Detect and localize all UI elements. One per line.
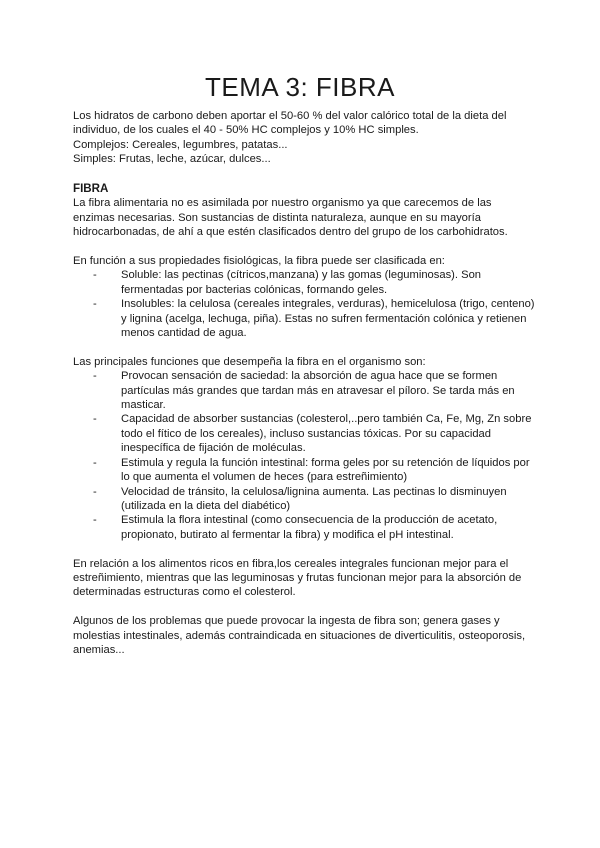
list-item: - Estimula la flora intestinal (como consecuencia de la producción de acetato, propionato, butirato al fermentar la fibra) y modifica el pH intestinal. <box>73 513 535 542</box>
spacer <box>73 240 535 254</box>
clasificacion-intro: En función a sus propiedades fisiológicas, la fibra puede ser clasificada en: <box>73 255 445 268</box>
fibra-heading: FIBRA <box>73 182 109 196</box>
spacer <box>73 167 535 181</box>
page-title: TEMA 3: FIBRA <box>205 72 395 102</box>
problemas-paragraph: Algunos de los problemas que puede provocar la ingesta de fibra son; genera gases y molestias intestinales, además contraindicada en situaciones de diverticulitis, osteoporosis, anemias... <box>73 615 526 656</box>
list-item: - Estimula y regula la función intestinal: forma geles por su retención de líquidos por lo que aumenta el volumen de heces (para estreñimiento) <box>73 456 535 485</box>
list-item: - Velocidad de tránsito, la celulosa/lignina aumenta. Las pectinas lo disminuyen (utilizada en la dieta del diabético) <box>73 485 535 514</box>
complejos-line: Complejos: Cereales, legumbres, patatas... <box>73 138 288 151</box>
funciones-intro: Las principales funciones que desempeña la fibra en el organismo son: <box>73 355 426 368</box>
list-item: - Soluble: las pectinas (cítricos,manzana) y las gomas (leguminosas). Son fermentadas por bacterias colónicas, formando geles. <box>73 268 535 297</box>
spacer <box>73 340 535 354</box>
list-item: - Insolubles: la celulosa (cereales integrales, verduras), hemicelulosa (trigo, centeno) y lignina (acelga, lechuga, piña). Estas no sufren fermentación colónica y retienen menos cantidad de agua. <box>73 297 535 340</box>
list-item: - Capacidad de absorber sustancias (colesterol,..pero también Ca, Fe, Mg, Zn sobre todo el fítico de los cereales), incluso sustancias tóxicas. Por su capacidad inespecífica de fijación de moléculas. <box>73 412 535 455</box>
fibra-definition: La fibra alimentaria no es asimilada por nuestro organismo ya que carecemos de las enzimas necesarias. Son sustancias de distinta naturaleza, aunque en su mayoría hidrocarbonadas, de ahí a que estén clasificados dentro del grupo de los carbohidratos. <box>73 197 508 239</box>
spacer <box>73 542 535 556</box>
simples-line: Simples: Frutas, leche, azúcar, dulces... <box>73 153 271 166</box>
intro-paragraph: Los hidratos de carbono deben aportar el 50-60 % del valor calórico total de la dieta del individuo, de los cuales el 40 - 50% HC complejos y 10% HC simples. <box>73 110 507 137</box>
document-body <box>73 109 535 657</box>
funciones-list <box>73 369 535 542</box>
list-item: - Provocan sensación de saciedad: la absorción de agua hace que se formen partículas más grandes que tardan más en atravesar el píloro. Se tarda más en masticar. <box>73 369 535 412</box>
clasificacion-list <box>73 268 535 340</box>
relacion-paragraph: En relación a los alimentos ricos en fibra,los cereales integrales funcionan mejor para el estreñimiento, mientras que las leguminosas y frutas funcionan mejor para la absorción de determinadas estructuras como el colesterol. <box>73 557 522 599</box>
spacer <box>73 600 535 614</box>
